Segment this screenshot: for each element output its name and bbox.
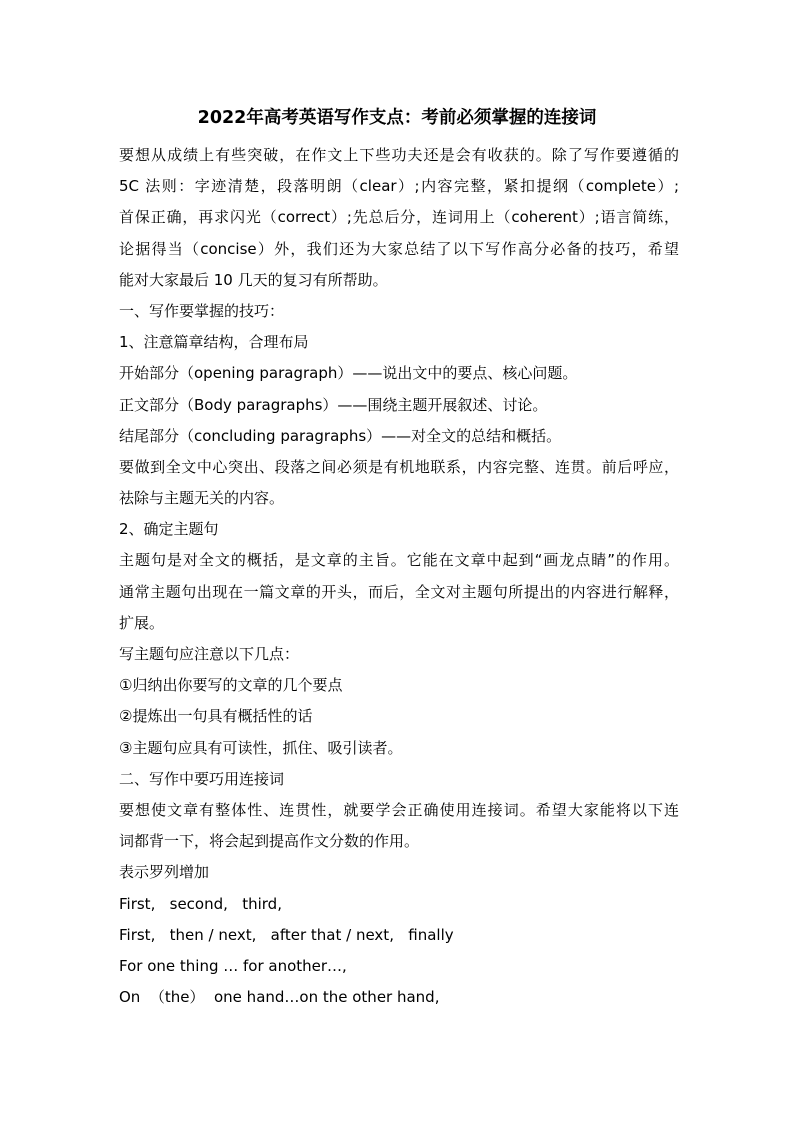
paragraph-line: 通常主题句出现在一篇文章的开头，而后，全文对主题句所提出的内容进行解释，	[119, 582, 679, 601]
paragraph-line: 要想从成绩上有些突破，在作文上下些功夫还是会有收获的。除了写作要遵循的	[119, 146, 679, 164]
document-title: 2022年高考英语写作支点：考前必须掌握的连接词	[197, 108, 597, 128]
paragraph-line: 能对大家最后 10 几天的复习有所帮助。	[119, 270, 388, 289]
paragraph-line: 5C 法则：字迹清楚，段落明朗（clear）;内容完整，紧扣提纲（complete）;	[119, 177, 679, 196]
example-line: First, second, third,	[119, 894, 282, 913]
paragraph-line: 扩展。	[119, 613, 165, 632]
example-line: On （the） one hand…on the other hand,	[119, 988, 440, 1007]
paragraph-line: 表示罗列增加	[119, 863, 210, 882]
paragraph-line: 写主题句应注意以下几点：	[119, 645, 300, 663]
example-line: For one thing … for another…,	[119, 956, 347, 975]
paragraph-line: 论据得当（concise）外，我们还为大家总结了以下写作高分必备的技巧，希望	[119, 239, 679, 258]
paragraph-line: 开始部分（opening paragraph）——说出文中的要点、核心问题。	[119, 364, 578, 383]
paragraph-line: 首保正确，再求闪光（correct）;先总后分，连词用上（coherent）;语言简练，	[119, 208, 679, 227]
list-item: ①归纳出你要写的文章的几个要点	[119, 676, 343, 695]
example-line: First, then / next, after that / next, finally	[119, 925, 454, 944]
paragraph-line: 正文部分（Body paragraphs）——围绕主题开展叙述、讨论。	[119, 395, 548, 414]
section-heading: 一、写作要掌握的技巧：	[119, 301, 285, 320]
paragraph-line: 结尾部分（concluding paragraphs）——对全文的总结和概括。	[119, 426, 562, 445]
paragraph-line: 词都背一下，将会起到提高作文分数的作用。	[119, 832, 420, 851]
list-item: ③主题句应具有可读性，抓住、吸引读者。	[119, 738, 403, 757]
section-heading: 二、写作中要巧用连接词	[119, 769, 285, 788]
paragraph-line: 祛除与主题无关的内容。	[119, 489, 285, 508]
paragraph-line: 主题句是对全文的概括，是文章的主旨。它能在文章中起到“画龙点睛”的作用。	[119, 551, 679, 570]
paragraph-line: 要想使文章有整体性、连贯性，就要学会正确使用连接词。希望大家能将以下连	[119, 800, 679, 819]
list-item: ②提炼出一句具有概括性的话	[119, 707, 313, 726]
paragraph-line: 要做到全文中心突出、段落之间必须是有机地联系，内容完整、连贯。前后呼应，	[119, 457, 679, 476]
document-body	[119, 140, 679, 1013]
subsection-heading: 2、确定主题句	[119, 520, 219, 539]
subsection-heading: 1、注意篇章结构，合理布局	[119, 333, 309, 352]
